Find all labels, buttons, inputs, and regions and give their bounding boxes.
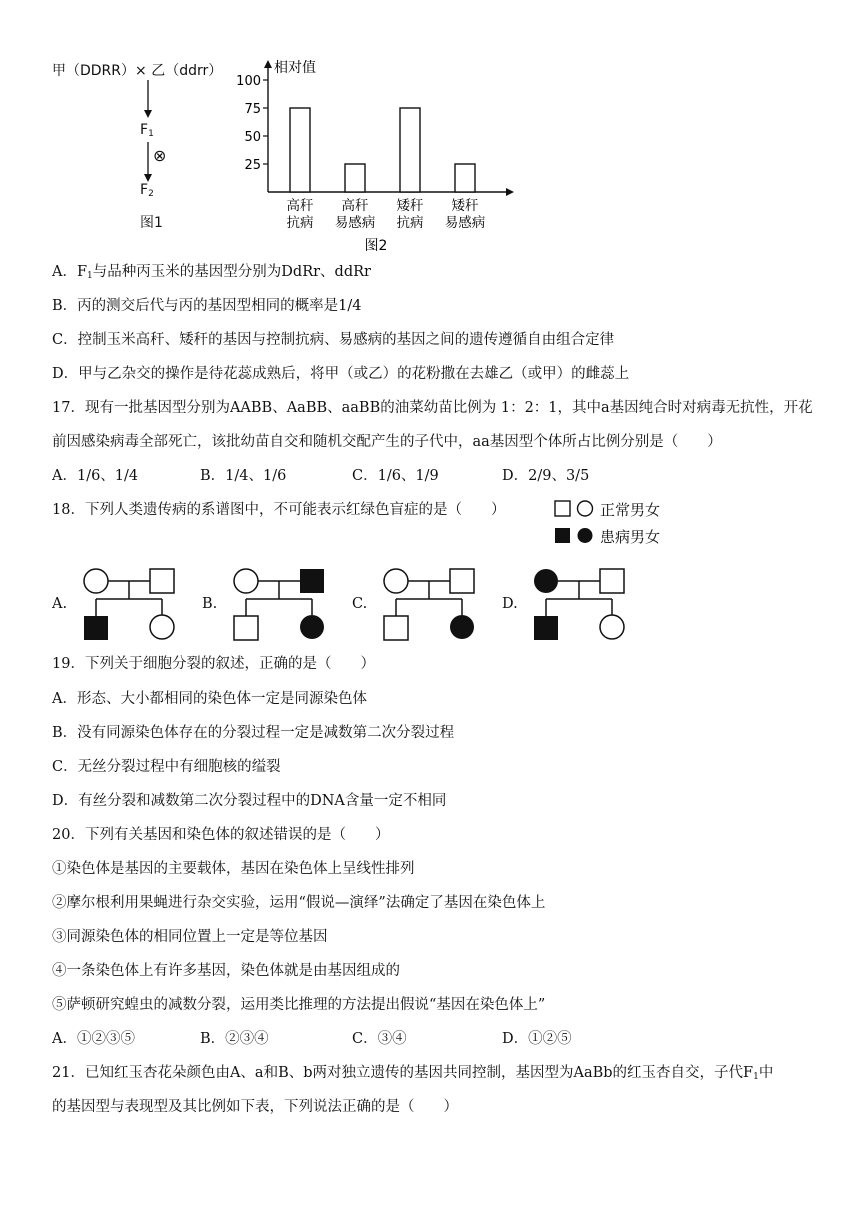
q20-option-c: C．③④ xyxy=(352,1031,407,1047)
x-tick-label: 矮秆 xyxy=(396,198,424,214)
q19-option-b: B．没有同源染色体存在的分裂过程一定是减数第二次分裂过程 xyxy=(52,725,455,741)
q20-stem: 20．下列有关基因和染色体的叙述错误的是（ ） xyxy=(52,827,390,843)
q17-option-d: D．2/9、3/5 xyxy=(502,468,590,484)
q20-item-3: ③同源染色体的相同位置上一定是等位基因 xyxy=(52,929,328,945)
f1-label: $F_1$ xyxy=(140,122,154,139)
f2-label: $F_2$ xyxy=(140,182,154,199)
q20-item-5: ⑤萨顿研究蝗虫的减数分裂，运用类比推理的方法提出假说“基因在染色体上” xyxy=(52,997,546,1013)
q20-item-1: ①染色体是基因的主要载体，基因在染色体上呈线性排列 xyxy=(52,861,415,877)
q16-option-b: B．丙的测交后代与丙的基因型相同的概率是1/4 xyxy=(52,298,362,314)
pedigree-c xyxy=(378,564,488,644)
q20-option-a: A．①②③⑤ xyxy=(52,1031,135,1047)
q19-option-c: C．无丝分裂过程中有细胞核的缢裂 xyxy=(52,759,281,775)
q19-option-d: D．有丝分裂和减数第二次分裂过程中的DNA含量一定不相同 xyxy=(52,793,447,809)
pedigree-d xyxy=(528,564,638,644)
y-axis-label: 相对值 xyxy=(274,60,316,76)
y-axis-arrow xyxy=(264,60,272,68)
selfing-symbol: ⊗ xyxy=(153,146,167,165)
q20-item-4: ④一条染色体上有许多基因，染色体就是由基因组成的 xyxy=(52,963,400,979)
x-tick-label: 抗病 xyxy=(396,215,424,231)
y-tick-label: 100 xyxy=(236,74,261,89)
x-tick-label: 高秆 xyxy=(341,198,369,214)
bar xyxy=(345,164,365,192)
y-tick-label: 75 xyxy=(244,102,261,117)
q21-stem-line2: 的基因型与表现型及其比例如下表，下列说法正确的是（ ） xyxy=(52,1099,458,1115)
q19-stem: 19．下列关于细胞分裂的叙述，正确的是（ ） xyxy=(52,656,375,672)
q19-option-a: A．形态、大小都相同的染色体一定是同源染色体 xyxy=(52,691,367,707)
bar xyxy=(290,108,310,192)
bar-chart xyxy=(236,52,526,257)
x-tick-label: 抗病 xyxy=(286,215,314,231)
x-axis-arrow xyxy=(506,188,514,196)
legend-affected-label: 患病男女 xyxy=(600,528,661,546)
pedigree-a xyxy=(78,564,188,644)
q20-option-b: B．②③④ xyxy=(200,1031,269,1047)
figure-2 xyxy=(236,52,526,257)
q16-option-d: D．甲与乙杂交的操作是待花蕊成熟后，将甲（或乙）的花粉撒在去雄乙（或甲）的雌蕊上 xyxy=(52,366,630,382)
figure-2-caption: 图2 xyxy=(364,238,388,254)
q17-option-c: C．1/6、1/9 xyxy=(352,468,439,484)
figure-1-caption: 图1 xyxy=(140,215,163,231)
cross-arrows xyxy=(52,58,252,238)
q20-option-d: D．①②⑤ xyxy=(502,1031,572,1047)
q18-stem: 18．下列人类遗传病的系谱图中，不可能表示红绿色盲症的是（ ） xyxy=(52,502,506,518)
q16-option-c: C．控制玉米高秆、矮秆的基因与控制抗病、易感病的基因之间的遗传遵循自由组合定律 xyxy=(52,332,615,348)
q17-stem-line1: 17．现有一批基因型分别为AABB、AaBB、aaBB的油菜幼苗比例为 1：2：1，其中a基因纯合时对病毒无抗性，开花 xyxy=(52,400,813,416)
bar xyxy=(400,108,420,192)
q18-option-d-label: D. xyxy=(502,596,518,612)
q17-option-b: B．1/4、1/6 xyxy=(200,468,287,484)
q18-option-b-label: B. xyxy=(202,596,218,612)
x-tick-label: 易感病 xyxy=(444,215,486,231)
q18-option-c-label: C. xyxy=(352,596,368,612)
q18-option-a-label: A. xyxy=(52,596,68,612)
y-tick-label: 25 xyxy=(244,158,261,173)
legend-normal-label: 正常男女 xyxy=(600,501,661,519)
bar xyxy=(455,164,475,192)
q20-item-2: ②摩尔根利用果蝇进行杂交实验，运用“假说—演绎”法确定了基因在染色体上 xyxy=(52,895,546,911)
cross-label: 甲（DDRR）× 乙（ddrr） xyxy=(52,63,223,79)
x-tick-label: 易感病 xyxy=(334,215,376,231)
q17-stem-line2: 前因感染病毒全部死亡，该批幼苗自交和随机交配产生的子代中，aa基因型个体所占比例分别是（ ） xyxy=(52,434,722,450)
y-tick-label: 50 xyxy=(244,130,261,145)
x-tick-label: 矮秆 xyxy=(451,198,479,214)
pedigree-b xyxy=(228,564,338,644)
pedigree-legend xyxy=(554,498,694,550)
q17-option-a: A．1/6、1/4 xyxy=(52,468,139,484)
q21-stem-line1: 21．已知红玉杏花朵颜色由A、a和B、b两对独立遗传的基因共同控制，基因型为AaBb的红玉杏自交，子代$F_1$中 xyxy=(52,1065,774,1082)
q16-option-a: A．$F_1$与品种丙玉米的基因型分别为DdRr、ddRr xyxy=(52,264,371,281)
x-tick-label: 高秆 xyxy=(286,198,314,214)
figure-1 xyxy=(52,58,252,238)
